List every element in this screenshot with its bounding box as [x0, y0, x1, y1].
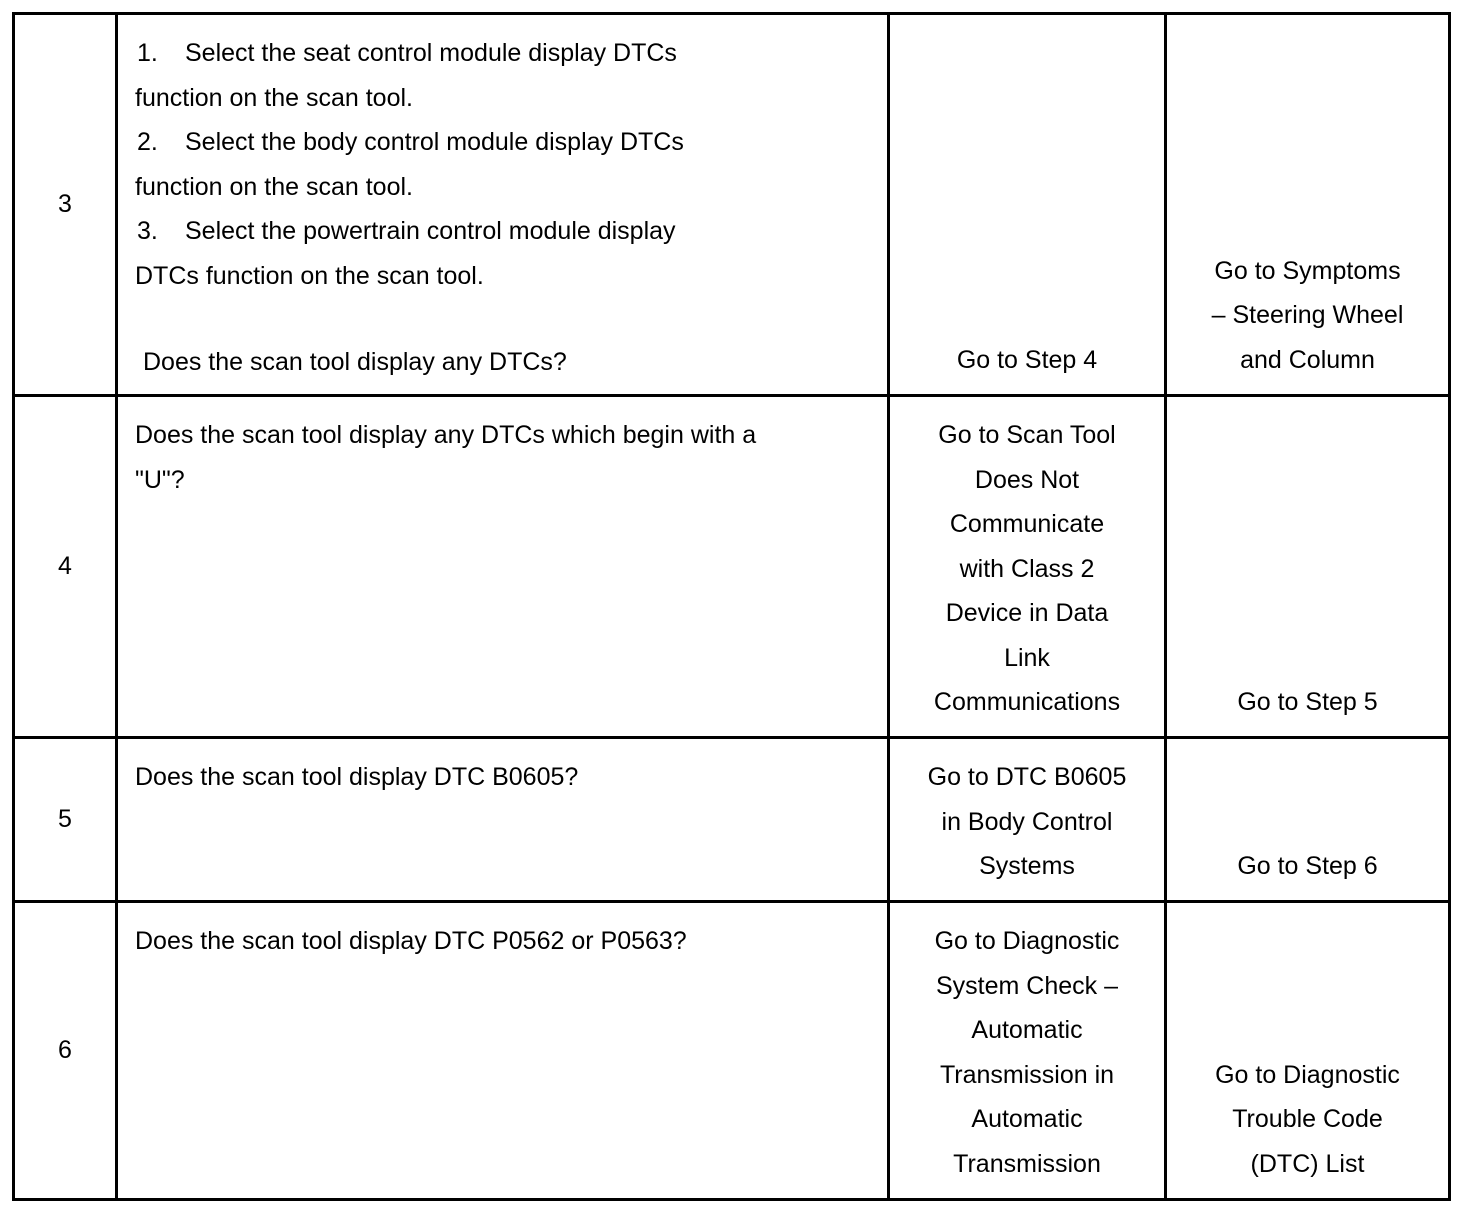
step-number: 3 — [58, 190, 72, 219]
diagnostic-table — [12, 12, 1451, 1201]
yes-text: System Check – — [935, 971, 1118, 1000]
yes-text: Systems — [979, 852, 1075, 880]
no-text: Go to Symptoms — [1214, 256, 1401, 285]
no-text: Go to Step 5 — [1237, 687, 1378, 716]
step-number-cell — [14, 738, 117, 902]
no-cell — [1166, 738, 1450, 902]
yes-text: Go to DTC B0605 — [927, 763, 1127, 791]
list-item-number: 3. — [137, 217, 158, 245]
step-number: 5 — [58, 805, 72, 834]
yes-text: Link — [1004, 643, 1050, 672]
no-cell — [1166, 396, 1450, 738]
list-item — [135, 120, 873, 165]
yes-text: Go to Step 4 — [956, 345, 1098, 374]
question-text: Does the scan tool display DTC P0562 or P0563? — [135, 927, 687, 955]
step-number: 4 — [58, 552, 72, 581]
no-text: – Steering Wheel — [1211, 301, 1404, 329]
question-text: Does the scan tool display DTC B0605? — [135, 763, 579, 791]
yes-cell — [889, 738, 1166, 902]
list-item — [135, 31, 873, 76]
no-text: Go to Diagnostic — [1215, 1060, 1400, 1089]
yes-cell — [889, 902, 1166, 1200]
no-text: Go to Step 6 — [1237, 851, 1378, 880]
yes-text: Does Not — [974, 465, 1080, 494]
yes-text: Automatic — [971, 1016, 1083, 1044]
yes-text: in Body Control — [941, 807, 1113, 836]
step-number: 6 — [58, 1036, 72, 1065]
action-cell — [117, 902, 889, 1200]
no-cell — [1166, 902, 1450, 1200]
list-item-number: 1. — [137, 39, 158, 67]
yes-cell — [889, 396, 1166, 738]
table-row — [14, 396, 1450, 738]
yes-text: Go to Scan Tool — [938, 421, 1116, 449]
list-item-text: Select the body control module display DTCs — [185, 128, 684, 156]
list-item-text: Select the powertrain control module display — [185, 217, 676, 245]
list-item-text: Select the seat control module display DTCs — [185, 39, 677, 67]
question-text: Does the scan tool display any DTCs? — [143, 348, 567, 376]
list-item-text-continued: function on the scan tool. — [135, 83, 413, 112]
list-item-text-continued: DTCs function on the scan tool. — [135, 261, 484, 290]
action-cell — [117, 14, 889, 396]
yes-cell — [889, 14, 1166, 396]
list-item-number: 2. — [137, 128, 158, 156]
step-number-cell — [14, 14, 117, 396]
table-row — [14, 738, 1450, 902]
action-cell — [117, 738, 889, 902]
yes-text: Communicate — [949, 510, 1105, 538]
yes-text: with Class 2 — [959, 554, 1095, 583]
list-item-text-continued: function on the scan tool. — [135, 172, 413, 201]
yes-text: Automatic — [971, 1105, 1083, 1133]
no-text: and Column — [1240, 345, 1375, 374]
step-number-cell — [14, 396, 117, 738]
table-row — [14, 14, 1450, 396]
no-cell — [1166, 14, 1450, 396]
list-item — [135, 209, 873, 254]
action-cell — [117, 396, 889, 738]
yes-text: Go to Diagnostic — [934, 927, 1120, 955]
no-text: Trouble Code — [1232, 1105, 1383, 1133]
step-number-cell — [14, 902, 117, 1200]
question-text: Does the scan tool display any DTCs which begin with a — [135, 421, 757, 449]
no-text: (DTC) List — [1250, 1149, 1365, 1178]
table-row — [14, 902, 1450, 1200]
yes-text: Communications — [933, 688, 1121, 716]
yes-text: Transmission — [953, 1149, 1101, 1178]
yes-text: Device in Data — [945, 599, 1109, 627]
question-text-continued: "U"? — [135, 465, 185, 494]
yes-text: Transmission in — [939, 1060, 1115, 1089]
